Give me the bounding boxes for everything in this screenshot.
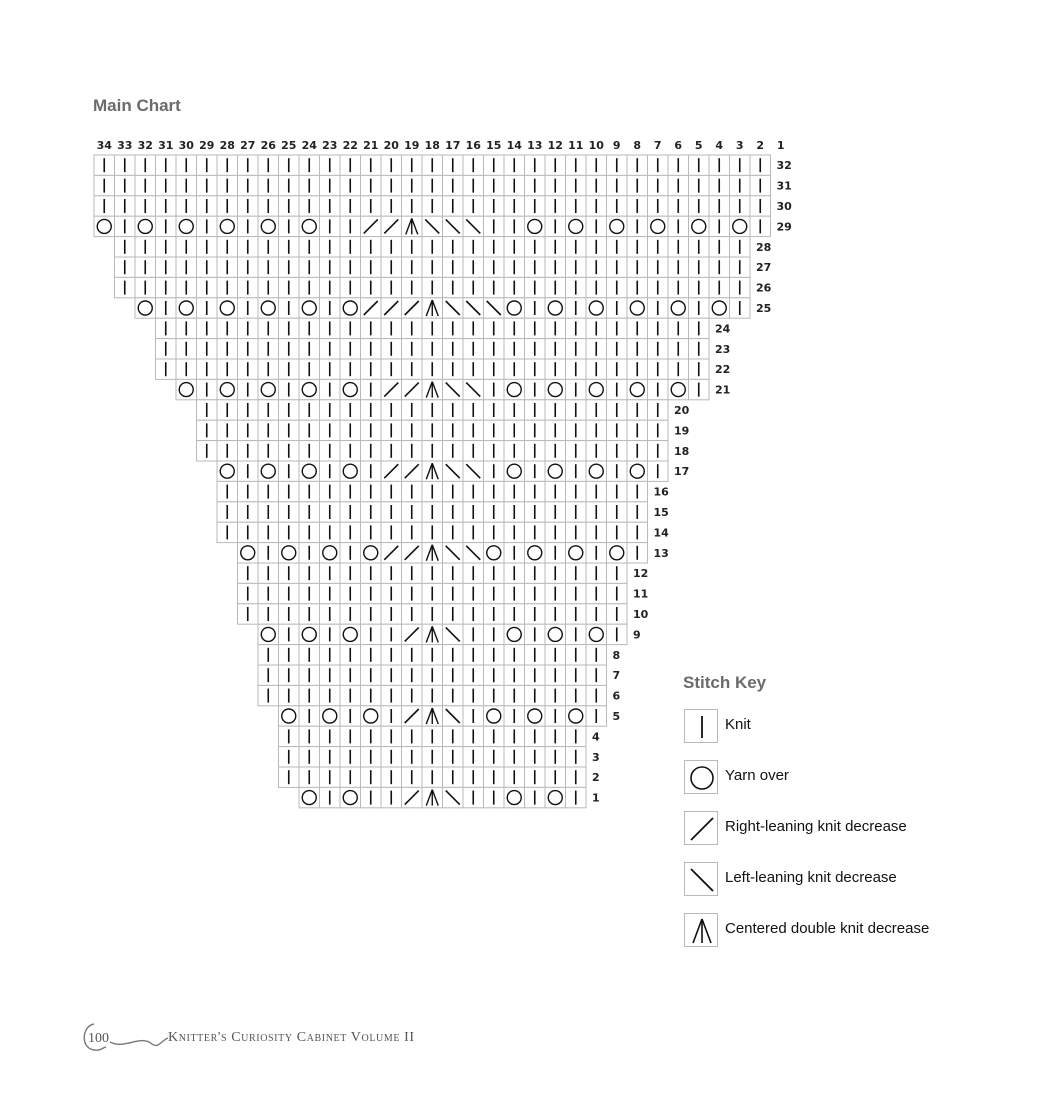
key-item-knit: [683, 709, 1003, 747]
row-number: 13: [653, 546, 669, 560]
row-number: 16: [653, 485, 669, 499]
row-number: 10: [633, 608, 649, 621]
row-number: 18: [674, 444, 690, 458]
row-number: 3: [592, 750, 600, 764]
row-number: 11: [633, 587, 649, 601]
column-number: 5: [694, 139, 703, 152]
column-number: 28: [219, 139, 235, 152]
book-title: Knitter's Curiosity Cabinet Volume II: [168, 1030, 415, 1045]
column-number: 29: [199, 139, 215, 152]
row-number: 17: [674, 465, 690, 479]
key-item-yarn-over: [683, 760, 1003, 798]
column-number: 4: [715, 139, 724, 152]
chart-title: Main Chart: [93, 96, 181, 115]
column-number: 16: [465, 139, 481, 152]
column-number: 32: [137, 139, 153, 152]
row-number: 28: [756, 240, 772, 254]
row-number: 20: [674, 404, 690, 417]
column-number: 7: [653, 139, 662, 152]
row-number: 7: [612, 669, 621, 683]
row-number: 14: [653, 526, 669, 540]
column-number: 24: [301, 139, 317, 152]
column-number: 6: [674, 139, 683, 152]
column-number: 9: [612, 139, 621, 152]
key-item-centered-double-decrease: [683, 913, 1003, 951]
row-number: 31: [776, 179, 792, 193]
column-number: 8: [633, 139, 642, 152]
column-number: 21: [363, 139, 379, 152]
column-number: 2: [756, 139, 765, 152]
column-number: 31: [158, 139, 174, 152]
row-number: 12: [633, 567, 649, 581]
knit-icon: [684, 709, 718, 743]
row-number: 32: [776, 159, 792, 173]
stitch-key-title: Stitch Key: [683, 673, 767, 692]
key-label-right-leaning-decrease: Right-leaning knit decrease: [725, 818, 907, 835]
row-number: 25: [756, 302, 772, 315]
column-number: 17: [445, 139, 461, 152]
column-number: 12: [547, 139, 563, 152]
centered-double-decrease-icon: [684, 913, 718, 947]
column-number: 1: [776, 139, 785, 152]
key-label-left-leaning-decrease: Left-leaning knit decrease: [725, 869, 897, 886]
key-label-knit: Knit: [725, 716, 751, 733]
row-number: 24: [715, 322, 731, 336]
row-number: 6: [612, 689, 621, 703]
row-number: 5: [612, 710, 621, 723]
column-number: 19: [404, 139, 420, 152]
column-number: 33: [117, 139, 133, 152]
key-item-right-leaning-decrease: [683, 811, 1003, 849]
key-label-yarn-over: Yarn over: [725, 767, 789, 784]
column-number: 34: [96, 139, 112, 152]
row-number: 4: [592, 730, 600, 744]
column-number: 30: [178, 139, 194, 152]
row-number: 21: [715, 383, 731, 397]
column-number: 14: [506, 139, 522, 152]
row-number: 27: [756, 261, 772, 275]
row-number: 19: [674, 424, 690, 438]
column-number: 11: [568, 139, 584, 152]
key-item-left-leaning-decrease: [683, 862, 1003, 900]
row-number: 26: [756, 281, 772, 295]
row-number: 2: [592, 771, 600, 785]
row-number: 22: [715, 363, 731, 377]
row-number: 8: [612, 648, 621, 662]
left-leaning-decrease-icon: [684, 862, 718, 896]
page-footer: [80, 1020, 500, 1060]
page-number: 100: [88, 1031, 109, 1046]
column-number: 20: [383, 139, 399, 152]
column-number: 18: [424, 139, 440, 152]
column-number: 15: [486, 139, 502, 152]
row-number: 9: [633, 628, 641, 642]
column-number: 27: [240, 139, 256, 152]
column-number: 22: [342, 139, 358, 152]
row-number: 29: [776, 220, 792, 234]
yarn-over-icon: [684, 760, 718, 794]
column-number: 26: [260, 139, 276, 152]
right-leaning-decrease-icon: [684, 811, 718, 845]
column-number: 3: [735, 139, 744, 152]
column-number: 23: [322, 139, 338, 152]
row-number: 15: [653, 506, 669, 519]
column-number: 10: [588, 139, 604, 152]
row-number: 30: [776, 200, 792, 213]
row-number: 1: [592, 791, 600, 805]
row-number: 23: [715, 342, 731, 356]
column-number: 25: [281, 139, 297, 152]
column-number: 13: [527, 139, 543, 152]
key-label-centered-double-decrease: Centered double knit decrease: [725, 920, 930, 937]
stitch-key: [683, 673, 1013, 973]
